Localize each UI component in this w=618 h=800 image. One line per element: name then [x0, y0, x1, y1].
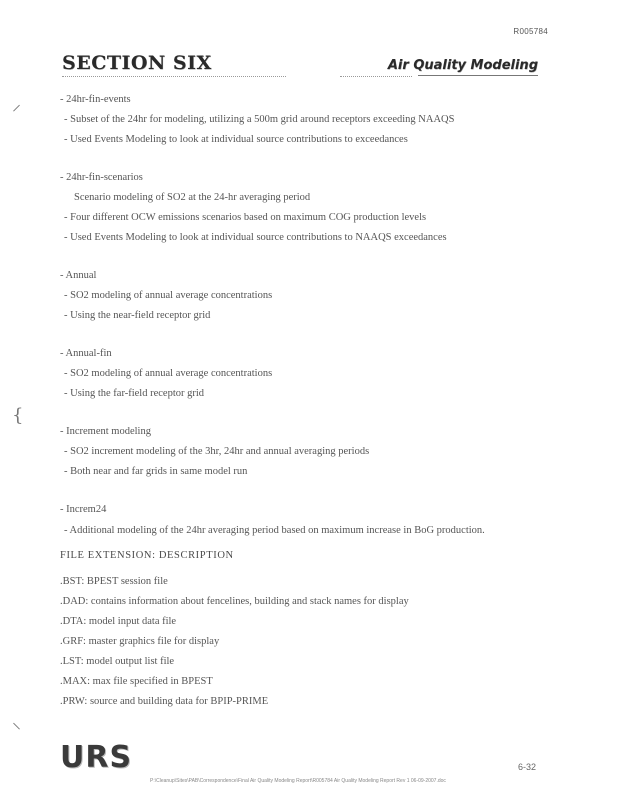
bullet-item: - SO2 modeling of annual average concentrations	[64, 368, 273, 379]
group-annual	[58, 266, 542, 326]
section-subject-rule	[418, 75, 538, 76]
file-extension-item: .LST: model output list file	[60, 656, 175, 667]
bullet-item: - Using the near-field receptor grid	[64, 310, 211, 321]
file-extension-item: .DTA: model input data file	[60, 616, 177, 627]
bullet-item: Scenario modeling of SO2 at the 24-hr averaging period	[74, 192, 311, 203]
file-extension-item: .PRW: source and building data for BPIP-PRIME	[60, 696, 269, 707]
group-24hr-fin-events	[58, 90, 542, 150]
group-heading: - 24hr-fin-events	[60, 94, 131, 105]
file-extension-item: .DAD: contains information about fencelines, building and stack names for display	[60, 596, 409, 607]
bullet-item: - Four different OCW emissions scenarios based on maximum COG production levels	[64, 212, 427, 223]
group-24hr-fin-scenarios	[58, 168, 542, 248]
document-id: R005784	[513, 27, 548, 36]
group-heading: - 24hr-fin-scenarios	[60, 172, 143, 183]
footer-file-path: P:\Cleanup\Sites\PAB\Correspondence\Final Air Quality Modeling Report\R005784 Air Quality Modeling Report Rev 1 06-09-2007.doc	[150, 778, 446, 784]
bullet-item: - Used Events Modeling to look at individual source contributions to exceedances	[64, 134, 408, 145]
header-rule	[62, 76, 286, 77]
group-heading: - Annual	[60, 270, 97, 281]
file-extension-item: .GRF: master graphics file for display	[60, 636, 220, 647]
group-heading: - Annual-fin	[60, 348, 112, 359]
margin-mark: {	[12, 405, 24, 426]
bullet-item: - Subset of the 24hr for modeling, utilizing a 500m grid around receptors exceeding NAAQS	[64, 114, 455, 125]
page-number: 6-32	[517, 762, 536, 772]
group-annual-fin	[58, 344, 542, 404]
company-logo: URS	[60, 740, 133, 775]
body-text	[58, 90, 542, 712]
section-subject: Air Quality Modeling	[387, 58, 538, 73]
bullet-item: - Using the far-field receptor grid	[64, 388, 205, 399]
group-heading: - Increm24	[60, 504, 107, 515]
group-heading: - Increment modeling	[60, 426, 151, 437]
file-extension-title: FILE EXTENSION: DESCRIPTION	[60, 550, 234, 561]
bullet-item: - SO2 modeling of annual average concentrations	[64, 290, 273, 301]
bullet-item: - Used Events Modeling to look at individual source contributions to NAAQS exceedances	[64, 232, 447, 243]
margin-mark: ⸜	[12, 712, 21, 733]
section-title: SECTION SIX	[62, 52, 212, 74]
file-extension-item: .MAX: max file specified in BPEST	[60, 676, 213, 687]
paragraph: - Additional modeling of the 24hr averaging period based on maximum increase in BoG production.	[64, 525, 485, 536]
file-extension-item: .BST: BPEST session file	[60, 576, 168, 587]
group-increment-modeling	[58, 422, 542, 482]
group-increm24	[58, 500, 542, 538]
margin-mark: ⸝	[12, 94, 21, 115]
header-rule-2	[340, 76, 412, 77]
bullet-item: - SO2 increment modeling of the 3hr, 24hr and annual averaging periods	[64, 446, 370, 457]
bullet-item: - Both near and far grids in same model run	[64, 466, 248, 477]
